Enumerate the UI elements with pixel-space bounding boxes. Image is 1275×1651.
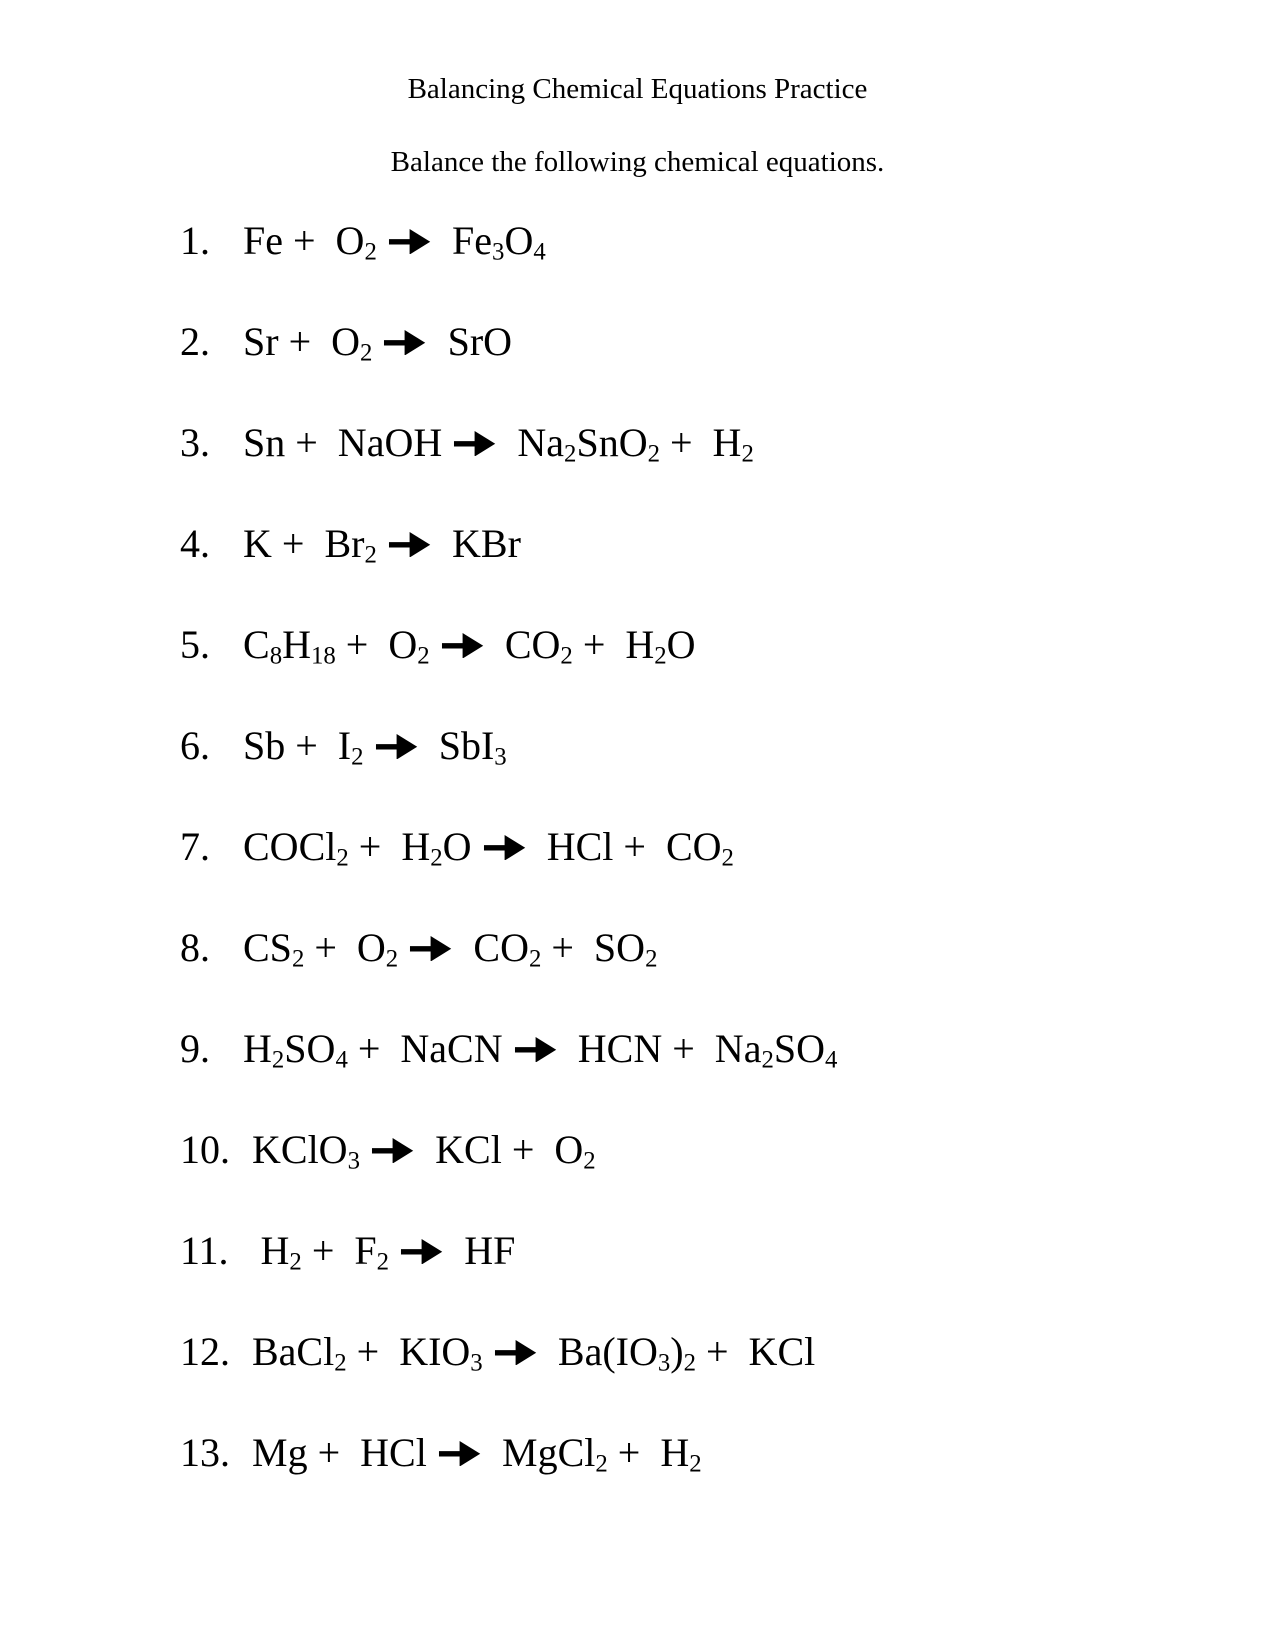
text-segment: O xyxy=(442,823,482,869)
equation-formula xyxy=(252,1126,596,1175)
equation-number: 6. xyxy=(180,722,210,768)
equation-formula xyxy=(243,1025,838,1074)
subscript: 2 xyxy=(761,1046,774,1074)
text-segment xyxy=(398,925,408,970)
text-segment: KBr xyxy=(432,520,521,566)
subscript: 2 xyxy=(271,1046,285,1074)
equation-number: 1. xyxy=(180,217,210,263)
subscript: 2 xyxy=(683,1349,696,1377)
text-segment: + SO xyxy=(541,924,646,970)
text-segment: ) xyxy=(670,1328,684,1374)
text-segment: HCN + Na xyxy=(557,1025,762,1071)
text-segment: CO xyxy=(453,924,529,970)
right-arrow-icon xyxy=(409,936,452,962)
subscript: 2 xyxy=(364,541,377,569)
equation-row xyxy=(180,1126,1275,1175)
subscript: 2 xyxy=(376,1248,390,1276)
equation-number: 8. xyxy=(180,924,210,970)
text-segment: KCl + O xyxy=(415,1126,584,1172)
subscript: 2 xyxy=(645,945,658,973)
subscript: 2 xyxy=(647,440,660,468)
page-subtitle: Balance the following chemical equations. xyxy=(390,146,885,179)
text-segment: + O xyxy=(304,924,386,970)
right-arrow-icon xyxy=(483,835,526,861)
text-segment: Ba(IO xyxy=(537,1328,658,1374)
equation-row xyxy=(180,1328,1275,1377)
equation-row xyxy=(180,419,1275,468)
equation-row xyxy=(180,1025,1275,1074)
text-segment: COCl xyxy=(243,823,337,869)
subscript: 3 xyxy=(494,743,507,771)
text-segment: + H xyxy=(572,621,655,667)
text-segment: HCl + CO xyxy=(526,823,722,869)
subscript: 4 xyxy=(335,1046,348,1074)
text-segment xyxy=(364,723,374,768)
equation-row xyxy=(180,1227,1275,1276)
equation-row xyxy=(180,1429,1275,1478)
right-arrow-icon xyxy=(383,330,426,356)
subscript: 3 xyxy=(347,1147,360,1175)
text-segment xyxy=(483,1329,493,1374)
text-segment: H xyxy=(250,1227,290,1273)
text-segment: Mg + HCl xyxy=(252,1429,437,1475)
equation-number: 10. xyxy=(180,1126,230,1172)
subscript: 3 xyxy=(470,1349,483,1377)
subscript: 2 xyxy=(336,844,349,872)
subscript: 2 xyxy=(654,642,667,670)
equation-row xyxy=(180,823,1275,872)
equation-number: 3. xyxy=(180,419,210,465)
text-segment: Sb + I xyxy=(243,722,352,768)
equation-row xyxy=(180,217,1275,266)
equation-number: 5. xyxy=(180,621,210,667)
right-arrow-icon xyxy=(514,1037,557,1063)
text-segment: Fe xyxy=(432,217,493,263)
equation-formula xyxy=(252,1328,816,1377)
text-segment: H xyxy=(282,621,311,667)
right-arrow-icon xyxy=(453,431,496,457)
text-segment: H xyxy=(243,1025,272,1071)
text-segment: SnO xyxy=(576,419,648,465)
subscript: 2 xyxy=(291,945,305,973)
subscript: 8 xyxy=(269,642,283,670)
subscript: 2 xyxy=(334,1349,347,1377)
text-segment: C xyxy=(243,621,270,667)
equation-formula xyxy=(243,924,658,973)
subscript: 2 xyxy=(364,238,377,266)
text-segment: + H xyxy=(607,1429,690,1475)
text-segment: KClO xyxy=(252,1126,348,1172)
subscript: 2 xyxy=(595,1450,608,1478)
right-arrow-icon xyxy=(371,1138,414,1164)
right-arrow-icon xyxy=(375,734,418,760)
subscript: 2 xyxy=(351,743,364,771)
text-segment: + NaCN xyxy=(347,1025,513,1071)
text-segment: + KCl xyxy=(696,1328,816,1374)
subscript: 3 xyxy=(492,238,505,266)
equation-number: 7. xyxy=(180,823,210,869)
equation-formula xyxy=(243,722,507,771)
text-segment xyxy=(389,1228,399,1273)
subscript: 18 xyxy=(310,642,336,670)
subscript: 4 xyxy=(533,238,546,266)
equation-row xyxy=(180,621,1275,670)
right-arrow-icon xyxy=(400,1239,443,1265)
equation-row xyxy=(180,318,1275,367)
equation-formula xyxy=(243,823,734,872)
equation-number: 4. xyxy=(180,520,210,566)
subscript: 2 xyxy=(560,642,573,670)
text-segment: SO xyxy=(284,1025,336,1071)
text-segment: + KIO xyxy=(346,1328,471,1374)
text-segment: O xyxy=(504,217,534,263)
text-segment: BaCl xyxy=(252,1328,335,1374)
text-segment: O xyxy=(666,621,696,667)
equation-number: 9. xyxy=(180,1025,210,1071)
subscript: 2 xyxy=(741,440,754,468)
subscript: 2 xyxy=(583,1147,596,1175)
text-segment xyxy=(372,319,382,364)
right-arrow-icon xyxy=(388,229,431,255)
text-segment: SO xyxy=(773,1025,825,1071)
right-arrow-icon xyxy=(441,633,484,659)
text-segment: MgCl xyxy=(482,1429,596,1475)
text-segment xyxy=(430,622,440,667)
text-segment: + O xyxy=(335,621,418,667)
equation-formula xyxy=(243,621,696,670)
equation-formula xyxy=(252,1429,702,1478)
equation-formula xyxy=(243,520,521,569)
text-segment xyxy=(377,521,387,566)
subscript: 3 xyxy=(657,1349,671,1377)
subscript: 2 xyxy=(528,945,542,973)
text-segment: SbI xyxy=(418,722,495,768)
text-segment: K + Br xyxy=(243,520,365,566)
subscript: 2 xyxy=(360,339,373,367)
page-title: Balancing Chemical Equations Practice xyxy=(407,73,868,105)
subscript: 2 xyxy=(564,440,577,468)
text-segment: + F xyxy=(301,1227,377,1273)
equation-formula xyxy=(243,217,546,266)
right-arrow-icon xyxy=(494,1340,537,1366)
text-segment: + H xyxy=(348,823,431,869)
equation-row xyxy=(180,722,1275,771)
text-segment: Na xyxy=(497,419,565,465)
equation-list xyxy=(0,217,1275,1478)
text-segment xyxy=(360,1127,370,1172)
equation-formula xyxy=(243,318,513,367)
subscript: 2 xyxy=(385,945,399,973)
subscript: 2 xyxy=(289,1248,302,1276)
text-segment: Sn + NaOH xyxy=(243,419,453,465)
text-segment: SrO xyxy=(427,318,513,364)
subscript: 4 xyxy=(825,1046,838,1074)
subscript: 2 xyxy=(417,642,430,670)
text-segment xyxy=(377,218,387,263)
equation-row xyxy=(180,924,1275,973)
text-segment: CO xyxy=(484,621,561,667)
right-arrow-icon xyxy=(388,532,431,558)
subscript: 2 xyxy=(721,844,734,872)
equation-formula xyxy=(243,419,754,468)
text-segment: Sr + O xyxy=(243,318,361,364)
equation-formula xyxy=(250,1227,516,1276)
subscript: 2 xyxy=(430,844,443,872)
right-arrow-icon xyxy=(438,1441,481,1467)
equation-number: 11. xyxy=(180,1227,229,1273)
text-segment: Fe + O xyxy=(243,217,365,263)
text-segment: HF xyxy=(444,1227,516,1273)
equation-number: 13. xyxy=(180,1429,230,1475)
text-segment: + H xyxy=(660,419,742,465)
equation-number: 2. xyxy=(180,318,210,364)
equation-row xyxy=(180,520,1275,569)
subscript: 2 xyxy=(689,1450,702,1478)
equation-number: 12. xyxy=(180,1328,230,1374)
text-segment: CS xyxy=(243,924,292,970)
